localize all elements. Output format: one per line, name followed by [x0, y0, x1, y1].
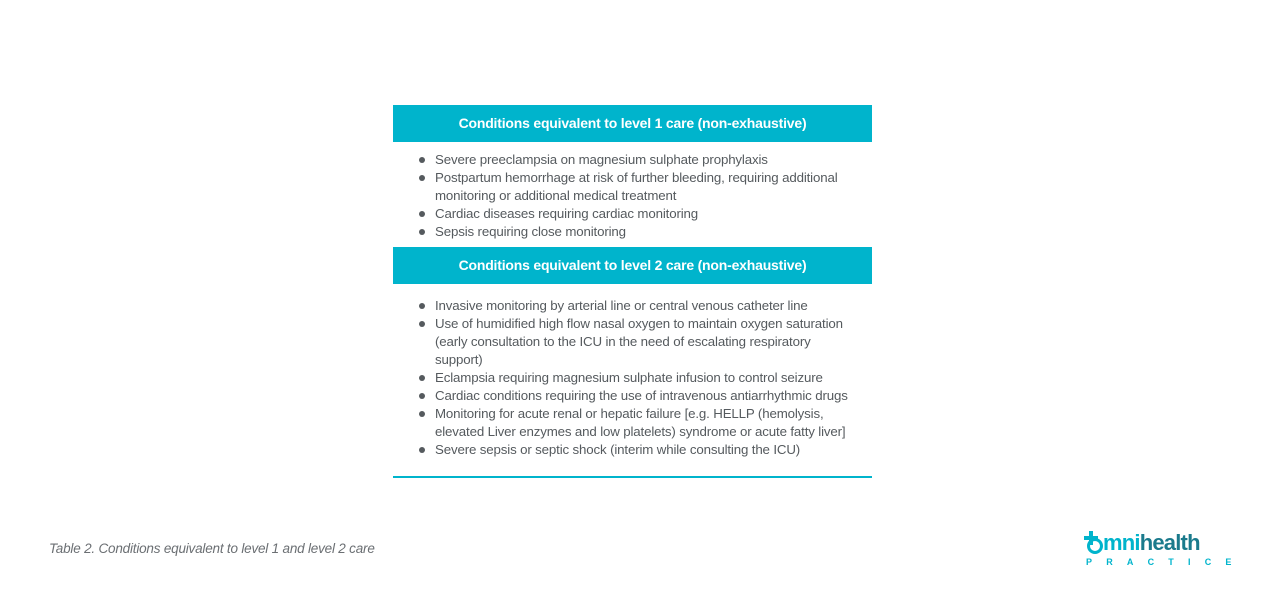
list-item-text: Monitoring for acute renal or hepatic failure [e.g. HELLP (hemolysis, elevated Liver enzymes and low platelets) syndrome or acute fatty liver]: [435, 406, 846, 439]
list-item: [435, 205, 858, 223]
logo-omni-text: mni: [1103, 530, 1140, 555]
logo-health-text: health: [1139, 530, 1200, 555]
level1-list: [393, 142, 872, 247]
list-item: [435, 223, 858, 241]
list-item-text: Eclampsia requiring magnesium sulphate infusion to control seizure: [435, 370, 823, 385]
bullet-icon: [419, 411, 425, 417]
bullet-icon: [419, 393, 425, 399]
conditions-table: [393, 105, 872, 478]
list-item-text: Postpartum hemorrhage at risk of further bleeding, requiring additional monitoring or additional medical treatment: [435, 170, 838, 203]
bullet-icon: [419, 447, 425, 453]
list-item: [435, 441, 858, 459]
list-item: [435, 151, 858, 169]
level2-list: [393, 284, 872, 459]
bullet-icon: [419, 211, 425, 217]
table-caption: Table 2. Conditions equivalent to level 1 and level 2 care: [49, 541, 375, 556]
list-item: [435, 387, 858, 405]
list-item-text: Severe preeclampsia on magnesium sulphate prophylaxis: [435, 152, 768, 167]
logo-practice-text: PRACTICE: [1086, 557, 1246, 567]
list-item-text: Cardiac diseases requiring cardiac monitoring: [435, 206, 699, 221]
level1-header: Conditions equivalent to level 1 care (non-exhaustive): [393, 105, 872, 142]
bullet-icon: [419, 229, 425, 235]
logo-o-icon: [1087, 536, 1103, 554]
list-item: [435, 297, 858, 315]
bullet-icon: [419, 175, 425, 181]
omnihealth-logo: [1084, 530, 1246, 569]
list-item-text: Cardiac conditions requiring the use of intravenous antiarrhythmic drugs: [435, 388, 848, 403]
list-item-text: Use of humidified high flow nasal oxygen to maintain oxygen saturation (early consultation to the ICU in the need of escalating respiratory support): [435, 316, 843, 367]
logo-wordmark: [1103, 531, 1200, 555]
list-item: [435, 405, 858, 441]
list-item: [435, 315, 858, 369]
bullet-icon: [419, 321, 425, 327]
bullet-icon: [419, 303, 425, 309]
list-item-text: Severe sepsis or septic shock (interim while consulting the ICU): [435, 442, 801, 457]
list-item-text: Sepsis requiring close monitoring: [435, 224, 626, 239]
list-item-text: Invasive monitoring by arterial line or central venous catheter line: [435, 298, 808, 313]
list-item: [435, 169, 858, 205]
bullet-icon: [419, 157, 425, 163]
level2-header: Conditions equivalent to level 2 care (non-exhaustive): [393, 247, 872, 284]
list-item: [435, 369, 858, 387]
bullet-icon: [419, 375, 425, 381]
